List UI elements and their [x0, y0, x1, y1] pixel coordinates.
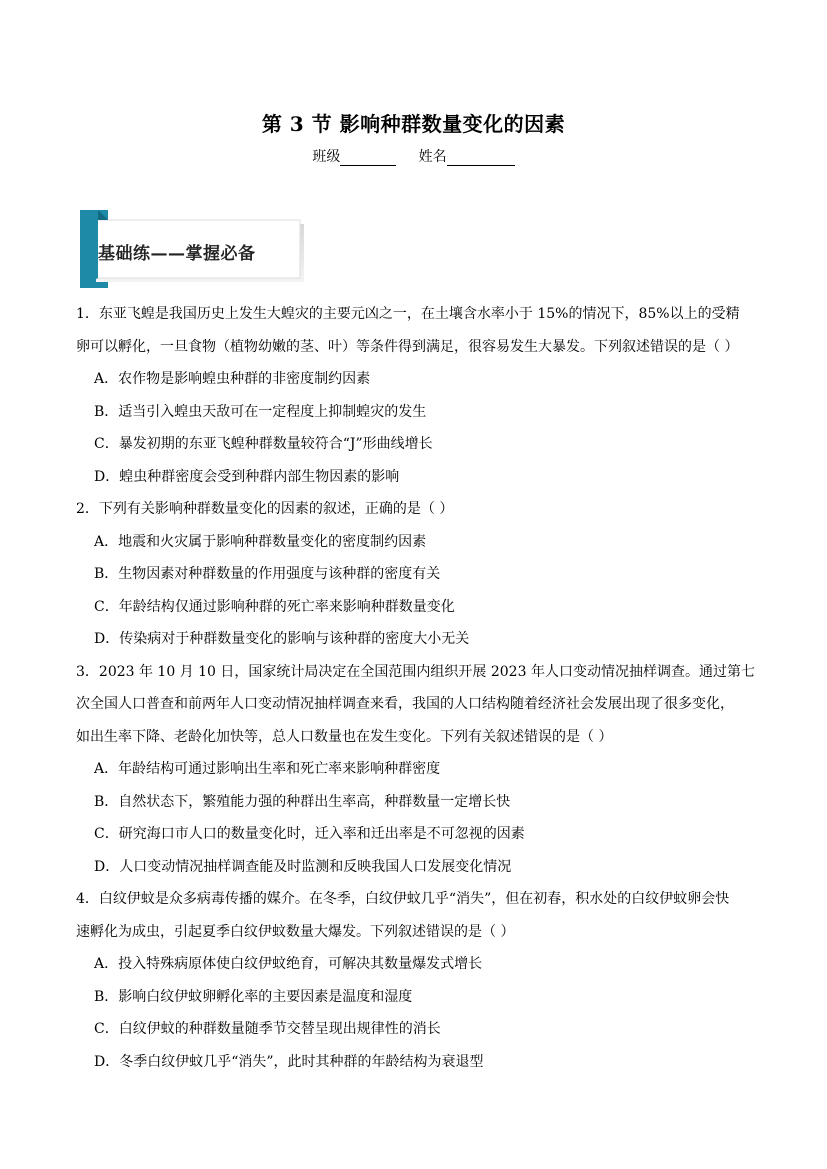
question-stem-line: 3．2023 年 10 月 10 日，国家统计局决定在全国范围内组织开展 2023 年人口变动情况抽样调查。通过第七	[76, 663, 755, 680]
option-a: A．年龄结构可通过影响出生率和死亡率来影响种群密度	[94, 761, 441, 777]
name-label: 姓名	[418, 149, 447, 165]
option-d: D．人口变动情况抽样调查能及时监测和反映我国人口发展变化情况	[94, 858, 512, 875]
page-title: 第 3 节 影响种群数量变化的因素	[261, 112, 566, 136]
banner-title: 基础练——掌握必备	[98, 244, 256, 264]
option-d: D．传染病对于种群数量变化的影响与该种群的密度大小无关	[94, 631, 470, 647]
question-list	[76, 298, 756, 1078]
option-a: A．农作物是影响蝗虫种群的非密度制约因素	[94, 371, 371, 387]
question-stem-line: 卵可以孵化，一旦食物（植物幼嫩的茎、叶）等条件得到满足，很容易发生大暴发。下列叙述错误的是（ ）	[76, 338, 739, 355]
option-c: C．暴发初期的东亚飞蝗种群数量较符合“J”形曲线增长	[94, 436, 433, 452]
question-stem-line: 2．下列有关影响种群数量变化的因素的叙述，正确的是（ ）	[76, 501, 454, 517]
question-2	[76, 493, 756, 656]
student-info-line	[0, 146, 827, 166]
name-blank	[447, 151, 515, 166]
option-b: B．生物因素对种群数量的作用强度与该种群的密度有关	[94, 566, 441, 582]
section-banner	[78, 210, 304, 290]
question-3	[76, 656, 756, 884]
question-1	[76, 298, 756, 493]
option-d: D．冬季白纹伊蚊几乎“消失”，此时其种群的年龄结构为衰退型	[94, 1053, 484, 1070]
question-stem-line: 1．东亚飞蝗是我国历史上发生大蝗灾的主要元凶之一，在土壤含水率小于 15%的情况下，85%以上的受精	[76, 306, 740, 322]
option-a: A．投入特殊病原体使白纹伊蚊绝育，可解决其数量爆发式增长	[94, 956, 483, 972]
question-stem-line: 速孵化为成虫，引起夏季白纹伊蚊数量大爆发。下列叙述错误的是（ ）	[76, 923, 515, 940]
option-a: A．地震和火灾属于影响种群数量变化的密度制约因素	[94, 533, 427, 550]
class-blank	[340, 151, 396, 166]
question-stem-line: 4．白纹伊蚊是众多病毒传播的媒介。在冬季，白纹伊蚊几乎“消失”，但在初春，积水处的白纹伊蚊卵会快	[76, 891, 730, 907]
option-c: C．研究海口市人口的数量变化时，迁入率和迁出率是不可忽视的因素	[94, 826, 525, 842]
option-b: B．适当引入蝗虫天敌可在一定程度上抑制蝗灾的发生	[94, 403, 427, 420]
question-stem-line: 次全国人口普查和前两年人口变动情况抽样调查来看，我国的人口结构随着经济社会发展出现了很多变化，	[76, 696, 734, 712]
question-4	[76, 883, 756, 1078]
option-c: C．年龄结构仅通过影响种群的死亡率来影响种群数量变化	[94, 598, 455, 615]
option-d: D．蝗虫种群密度会受到种群内部生物因素的影响	[94, 468, 400, 485]
question-stem-line: 如出生率下降、老龄化加快等，总人口数量也在发生变化。下列有关叙述错误的是（ ）	[76, 728, 613, 745]
option-c: C．白纹伊蚊的种群数量随季节交替呈现出规律性的消长	[94, 1021, 441, 1037]
option-b: B．自然状态下，繁殖能力强的种群出生率高，种群数量一定增长快	[94, 793, 511, 810]
option-b: B．影响白纹伊蚊卵孵化率的主要因素是温度和湿度	[94, 988, 413, 1005]
class-label: 班级	[312, 149, 341, 165]
